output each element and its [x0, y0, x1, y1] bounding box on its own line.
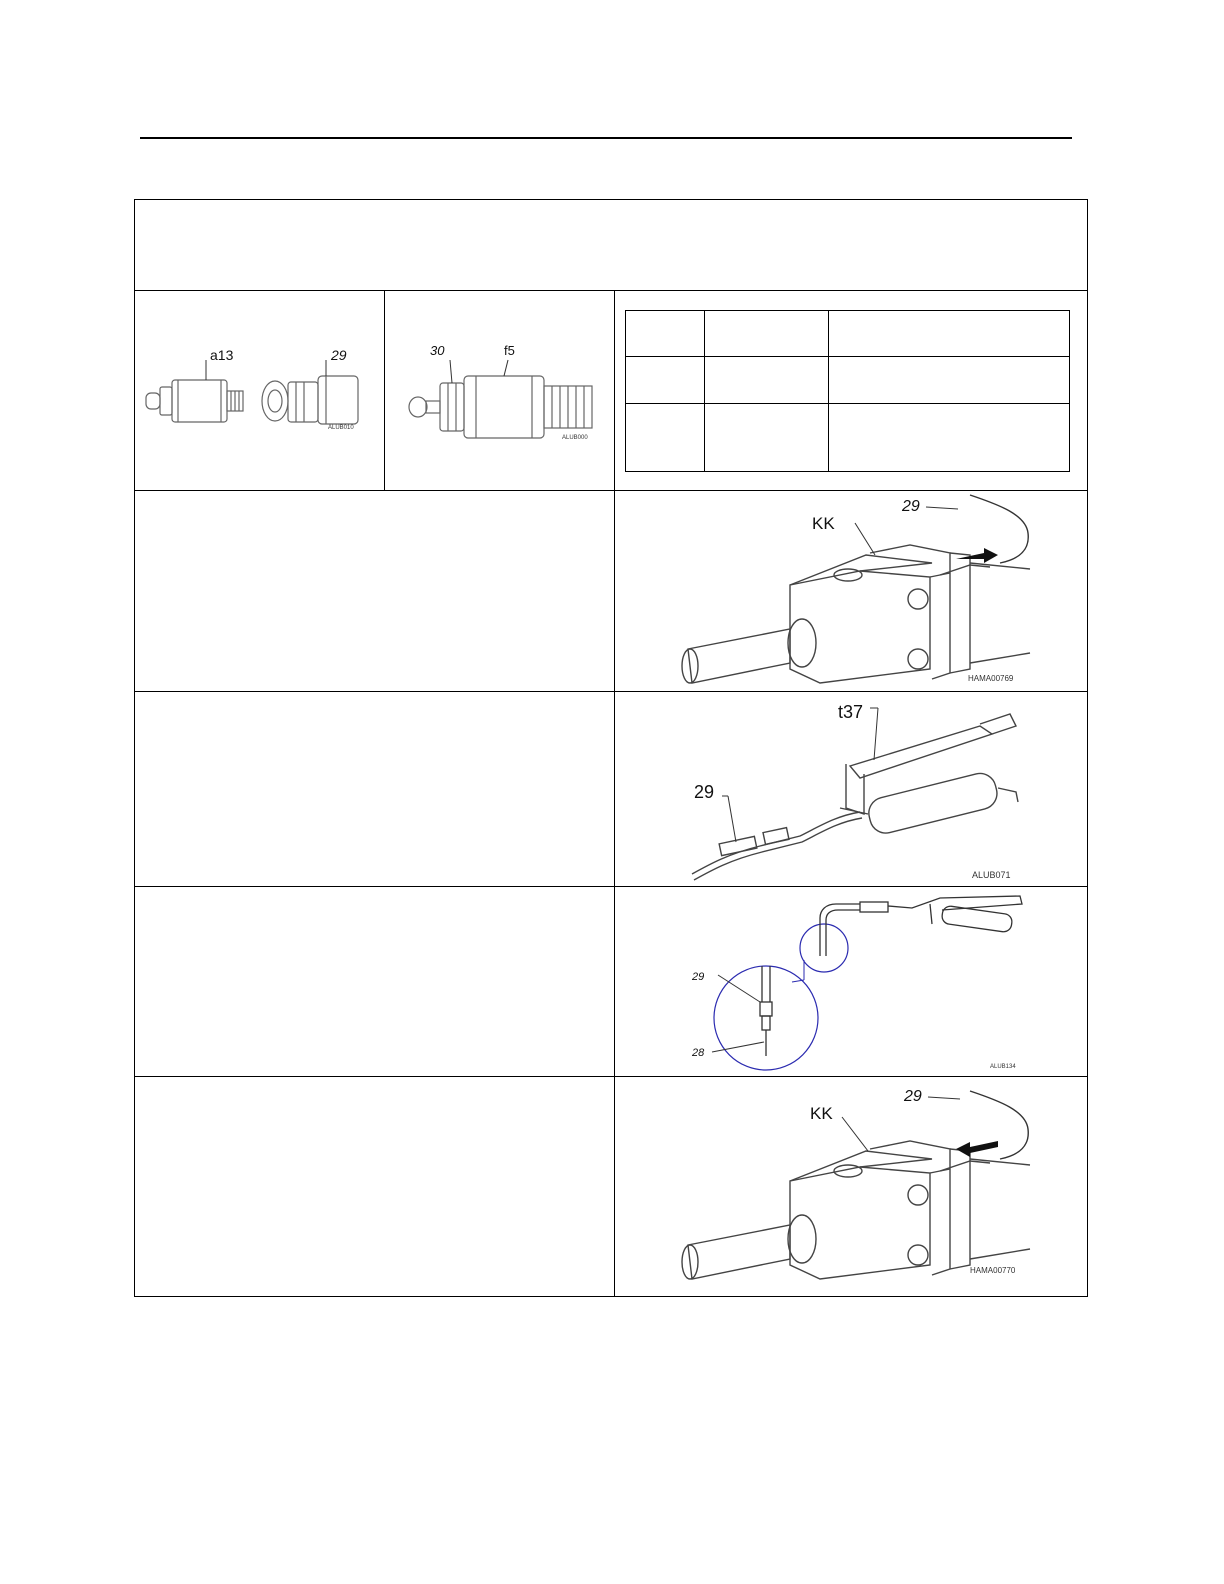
column-divider-a	[384, 290, 385, 490]
label-KK: KK	[810, 1104, 833, 1123]
label-29: 29	[331, 347, 347, 363]
title-row-divider	[134, 290, 1088, 291]
fitting-adapter-illustration	[138, 340, 368, 440]
header-rule	[140, 137, 1072, 139]
label-f5: f5	[504, 343, 515, 358]
label-a13: a13	[210, 347, 234, 363]
row-divider-3	[134, 886, 1088, 887]
label-29: 29	[904, 1088, 922, 1105]
parts-table-row-2	[625, 403, 1070, 404]
column-divider-main	[614, 290, 615, 1297]
hose-disconnect-illustration	[670, 493, 1040, 689]
label-29: 29	[902, 498, 920, 515]
label-29: 29	[694, 782, 715, 802]
figure-code: HAMA00770	[970, 1266, 1016, 1275]
label-28: 28	[692, 1047, 705, 1059]
figure-code: ALUB134	[990, 1064, 1016, 1070]
label-30: 30	[430, 343, 445, 358]
row-divider-4	[134, 1076, 1088, 1077]
hose-connect-illustration	[670, 1079, 1040, 1293]
figure-code: HAMA00769	[968, 674, 1014, 683]
figure-code: ALUB010	[328, 425, 354, 431]
parts-table-col-1	[704, 310, 705, 472]
parts-table-row-1	[625, 356, 1070, 357]
row-divider-1	[134, 490, 1088, 491]
label-29: 29	[692, 971, 705, 983]
figure-code: ALUB071	[972, 870, 1011, 880]
label-t37: t37	[838, 702, 864, 722]
grease-nipple-illustration	[400, 340, 600, 445]
row-divider-2	[134, 691, 1088, 692]
parts-table-col-2	[828, 310, 829, 472]
parts-table	[625, 310, 1070, 472]
figure-code: ALUB000	[562, 435, 588, 441]
hose-nipple-detail-illustration	[680, 890, 1040, 1074]
grease-gun-illustration	[680, 696, 1040, 884]
label-KK: KK	[812, 514, 835, 533]
